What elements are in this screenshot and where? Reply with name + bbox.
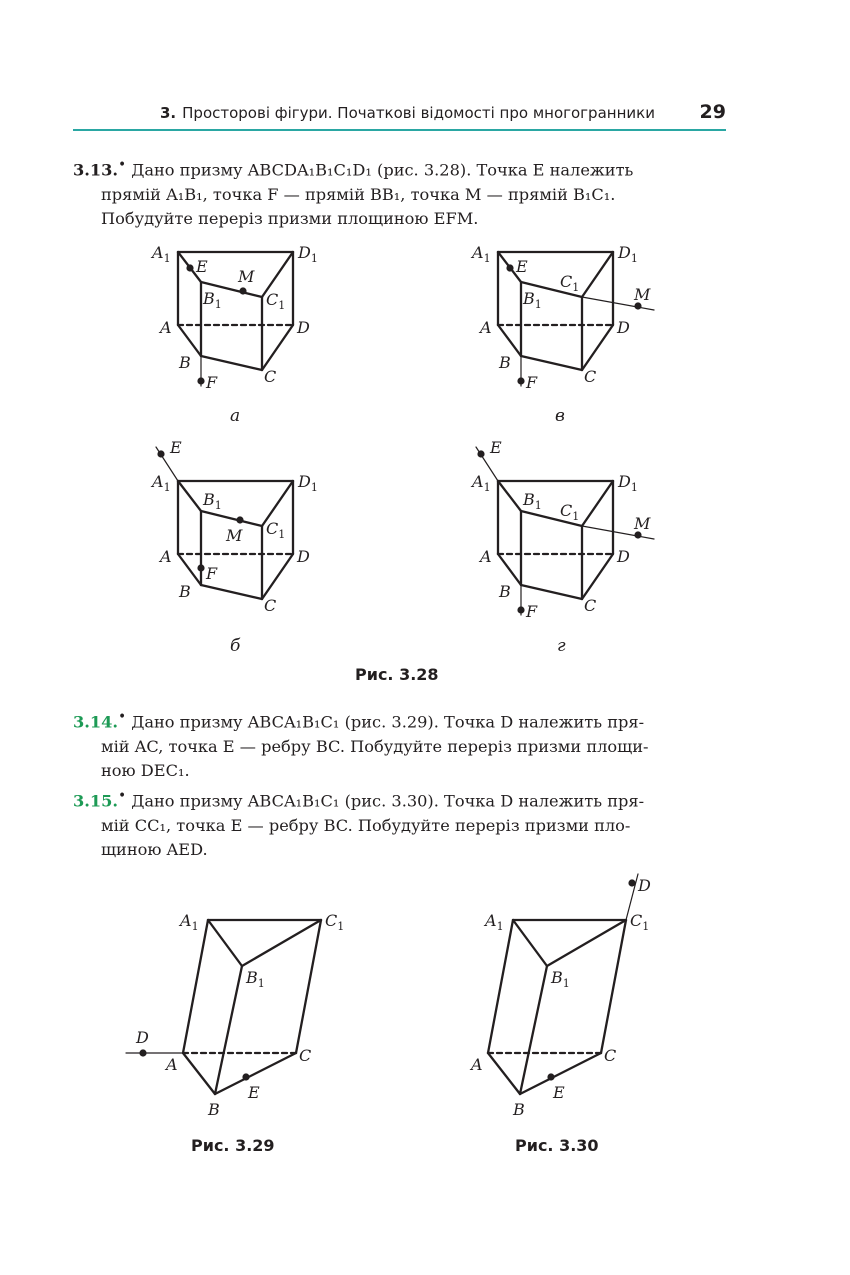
point-label-e: E (553, 1083, 565, 1102)
figure-3-28-caption: Рис. 3.28 (355, 665, 439, 684)
point-e (157, 450, 164, 457)
problem-line: Побудуйте переріз призми площиною EFM. (101, 209, 479, 229)
point-label-e: E (248, 1083, 260, 1102)
point-label-m: M (634, 514, 651, 533)
vertex-label-c1: $C_1$ (266, 519, 286, 541)
edge-aa1 (183, 920, 208, 1053)
vertex-label-d1: $D_1$ (298, 472, 318, 494)
figure-3-30-caption: Рис. 3.30 (515, 1136, 599, 1155)
point-label-f: F (526, 602, 538, 621)
vertex-label-c1: $C_1$ (560, 272, 580, 294)
vertex-label-a1: $A_1$ (472, 243, 491, 265)
vertex-label-c1: $C_1$ (266, 290, 286, 312)
vertex-label-d1: $D_1$ (618, 472, 638, 494)
chapter-number: 3. (160, 104, 177, 122)
point-e (186, 264, 193, 271)
point-label-m: M (238, 267, 255, 286)
vertex-label-c: C (604, 1046, 617, 1065)
vertex-label-b: B (513, 1100, 525, 1119)
vertex-label-b: B (499, 353, 511, 372)
edge-ab (178, 554, 201, 585)
vertex-label-a1: $A_1$ (152, 472, 171, 494)
vertex-label-c: C (264, 367, 277, 386)
vertex-label-c: C (584, 596, 597, 615)
point-label-d: D (638, 876, 651, 895)
point-label-e: E (516, 257, 528, 276)
problem-line: мій AC, точка E — ребру BC. Побудуйте переріз призми площи- (101, 736, 649, 756)
edge-cd (262, 554, 293, 599)
figure-3-29-caption: Рис. 3.29 (191, 1136, 275, 1155)
vertex-label-a1: $A_1$ (472, 472, 491, 494)
point-m (239, 287, 246, 294)
edge-ab (498, 554, 521, 585)
problem-line (73, 705, 729, 735)
edge-ab (488, 1053, 520, 1094)
problem-text: Дано призму ABCA₁B₁C₁ (рис. 3.29). Точка D належить пря- (131, 712, 645, 732)
edge-aa1 (488, 920, 513, 1053)
edge-bc (201, 585, 262, 599)
edge-cc1 (296, 920, 321, 1053)
vertex-label-b: B (179, 582, 191, 601)
problem-text: Дано призму ABCDA₁B₁C₁D₁ (рис. 3.28). Точка E належить (131, 160, 634, 180)
subfigure-label-b: б (230, 636, 241, 656)
problem-3-14 (73, 705, 729, 784)
vertex-label-c1: $C_1$ (630, 911, 650, 933)
edge-b1c1 (547, 920, 626, 966)
edge-ab (183, 1053, 215, 1094)
vertex-label-d1: $D_1$ (298, 243, 318, 265)
edge-a1b1 (498, 481, 521, 511)
problem-number: 3.13. (73, 160, 119, 180)
vertex-label-d1: $D_1$ (618, 243, 638, 265)
vertex-label-a: A (166, 1055, 178, 1074)
edge-a1b1 (178, 481, 201, 511)
problem-line: ною DEC₁. (101, 761, 190, 781)
vertex-label-b1: $B_1$ (246, 968, 265, 990)
edge-ab (498, 325, 521, 356)
subfigure-label-a: а (230, 406, 241, 426)
edge-bb1 (520, 966, 547, 1094)
vertex-label-c: C (584, 367, 597, 386)
edge-ab (178, 325, 201, 356)
problem-line: щиною AED. (101, 840, 208, 860)
edge-bb1 (215, 966, 242, 1094)
point-label-m: M (226, 526, 243, 545)
edge-cc1 (601, 920, 626, 1053)
point-label-m: M (634, 285, 651, 304)
edge-a1b1 (208, 920, 242, 966)
difficulty-mark: • (118, 788, 127, 804)
edge-cd (582, 554, 613, 599)
vertex-label-b1: $B_1$ (203, 490, 222, 512)
edge-b1c1 (201, 511, 262, 526)
point-e (547, 1073, 554, 1080)
vertex-label-c1: $C_1$ (325, 911, 345, 933)
vertex-label-a: A (480, 547, 492, 566)
vertex-label-c: C (264, 596, 277, 615)
vertex-label-a: A (480, 318, 492, 337)
difficulty-mark: • (118, 157, 127, 173)
vertex-label-b: B (208, 1100, 220, 1119)
vertex-label-a1: $A_1$ (485, 911, 504, 933)
vertex-label-b: B (499, 582, 511, 601)
edge-bc (521, 585, 582, 599)
problem-line: прямій A₁B₁, точка F — прямій BB₁, точка M — прямій B₁C₁. (101, 184, 616, 204)
problem-text: Дано призму ABCA₁B₁C₁ (рис. 3.30). Точка D належить пря- (131, 791, 645, 811)
point-label-e: E (170, 438, 182, 457)
vertex-label-a1: $A_1$ (152, 243, 171, 265)
vertex-label-a: A (160, 318, 172, 337)
edge-cd (582, 325, 613, 370)
problem-number: 3.14. (73, 712, 119, 732)
point-label-f: F (526, 373, 538, 392)
subfigure-label-v: в (555, 406, 565, 426)
subfigure-label-g: г (557, 636, 566, 656)
difficulty-mark: • (118, 709, 127, 725)
vertex-label-b1: $B_1$ (523, 490, 542, 512)
point-label-f: F (206, 373, 218, 392)
problem-number: 3.15. (73, 791, 119, 811)
point-f (517, 377, 524, 384)
point-e (242, 1073, 249, 1080)
edge-a1b1 (513, 920, 547, 966)
point-label-e: E (490, 438, 502, 457)
vertex-label-c: C (299, 1046, 312, 1065)
point-label-f: F (206, 564, 218, 583)
vertex-label-b1: $B_1$ (551, 968, 570, 990)
point-d (139, 1049, 146, 1056)
page-number: 29 (699, 101, 726, 123)
vertex-label-a: A (471, 1055, 483, 1074)
vertex-label-c1: $C_1$ (560, 501, 580, 523)
edge-c1d1 (582, 252, 613, 297)
point-f (517, 606, 524, 613)
edge-c1d1 (582, 481, 613, 526)
point-e (506, 264, 513, 271)
vertex-label-d: D (617, 318, 630, 337)
vertex-label-b1: $B_1$ (203, 289, 222, 311)
edge-b1c1 (242, 920, 321, 966)
vertex-label-a: A (160, 547, 172, 566)
edge-bc (521, 356, 582, 370)
point-d (628, 879, 635, 886)
point-label-e: E (196, 257, 208, 276)
edge-cd (262, 325, 293, 370)
vertex-label-d: D (617, 547, 630, 566)
problem-line: мій CC₁, точка E — ребру BC. Побудуйте переріз призми пло- (101, 815, 631, 835)
point-m (236, 516, 243, 523)
vertex-label-d: D (297, 547, 310, 566)
vertex-label-a1: $A_1$ (180, 911, 199, 933)
point-f (197, 564, 204, 571)
vertex-label-b1: $B_1$ (523, 289, 542, 311)
problem-3-15 (73, 784, 729, 863)
chapter-title-text: Просторові фігури. Початкові відомості про многогранники (182, 104, 655, 122)
problem-line (73, 784, 729, 814)
point-e (477, 450, 484, 457)
vertex-label-d: D (297, 318, 310, 337)
vertex-label-b: B (179, 353, 191, 372)
point-f (197, 377, 204, 384)
edge-bc (201, 356, 262, 370)
point-label-d: D (136, 1028, 149, 1047)
